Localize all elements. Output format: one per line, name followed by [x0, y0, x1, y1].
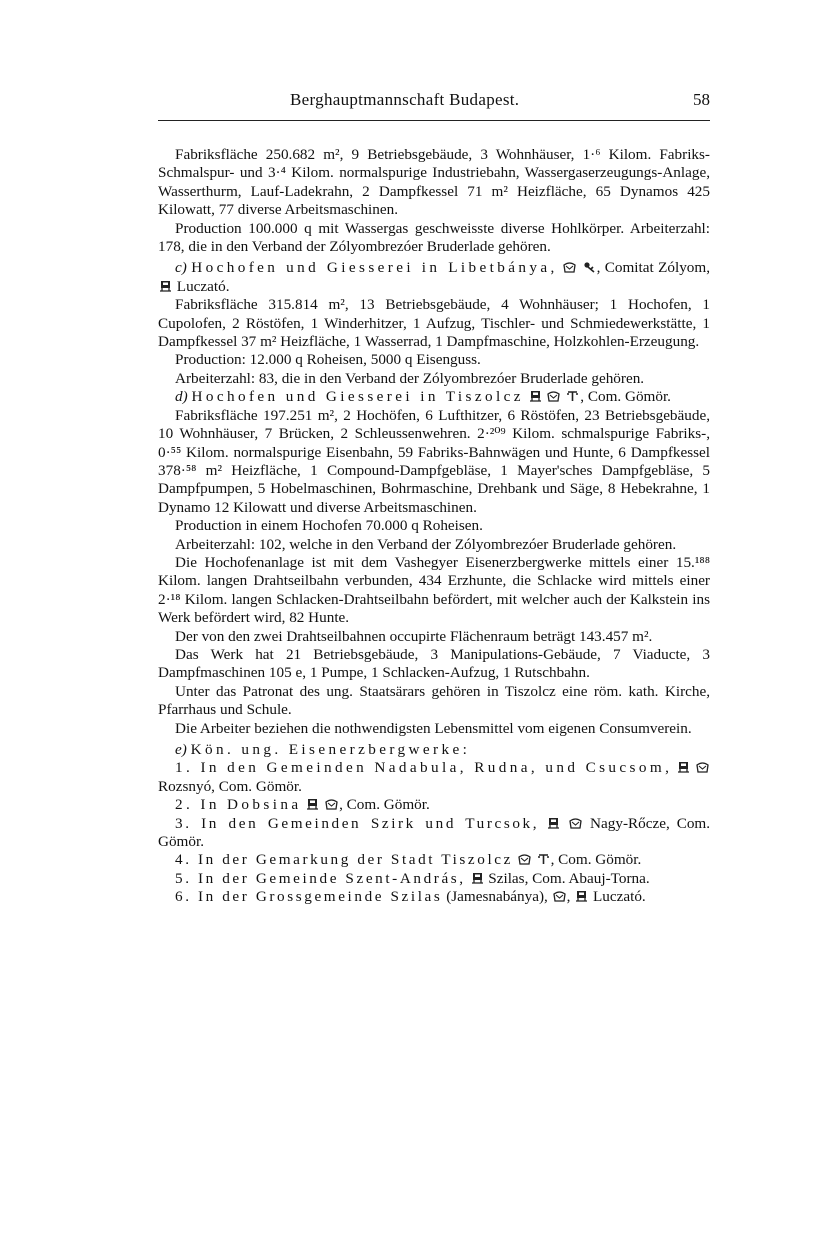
- railway-station-icon: [471, 872, 484, 884]
- paragraph: Die Arbeiter beziehen die nothwendigsten Lebensmittel vom eigenen Consumverein.: [175, 719, 692, 737]
- post-office-icon: [563, 261, 576, 273]
- section-c-heading: c) Hochofen und Giesserei in Libetbánya, , Comitat Zólyom, Luczató.: [158, 259, 710, 296]
- list-item-rest: Nagy-Rőcze, Com. Gömör.: [158, 814, 711, 851]
- paragraph: Fabriksfläche 315.814 m², 13 Betriebsgebäude, 4 Wohnhäuser; 1 Hochofen, 1 Cupolofen, 2 Röstöfen, 1 Winderhitzer, 1 Aufzug, Tischler- und Schmiedewerkstätte, 1 Dampfkessel 37 m² Heizfläche, 1 Wasserrad, 1 Dampfmaschine, Holzkohlen-Erzeugung.: [158, 296, 710, 351]
- post-office-icon: [553, 890, 566, 902]
- section-title: Hochofen und Giesserei in Tiszolcz: [191, 388, 524, 406]
- post-office-icon: [569, 817, 582, 829]
- list-item-place: Luczató.: [593, 888, 646, 906]
- section-e-heading: [158, 741, 710, 759]
- paragraph: Das Werk hat 21 Betriebsgebäude, 3 Manipulations-Gebäude, 7 Viaducte, 3 Dampfmaschinen 105 e, 1 Pumpe, 1 Schlacken-Aufzug, 1 Rutschbahn.: [158, 645, 710, 682]
- list-item-location: 4. In der Gemarkung der Stadt Tiszolcz: [175, 851, 513, 869]
- list-item: [158, 815, 710, 852]
- section-location: Com. Gömör.: [587, 388, 671, 406]
- section-label: c): [175, 259, 187, 277]
- list-item-location: 5. In der Gemeinde Szent-András,: [175, 869, 466, 887]
- list-item: [158, 870, 710, 888]
- railway-station-icon: [575, 890, 588, 902]
- section-label: d): [175, 388, 188, 406]
- railway-station-icon: [529, 390, 542, 402]
- post-office-icon: [518, 853, 531, 865]
- post-office-icon: [547, 390, 560, 402]
- list-item: [158, 796, 710, 814]
- post-office-icon: [325, 798, 338, 810]
- section-title: Hochofen und Giesserei in Libetbánya,: [191, 259, 558, 277]
- paragraph: Production 100.000 q mit Wassergas geschweisste diverse Hohlkörper. Arbeiterzahl: 178, die in den Verband der Zólyombrezóer Bruderlade gehören.: [158, 219, 710, 256]
- body-text: [158, 146, 710, 907]
- list-item: [158, 759, 710, 796]
- list-item: 6. In der Grossgemeinde Szilas (Jamesnabánya), , Luczató.: [175, 888, 646, 906]
- telephone-icon: [537, 853, 550, 865]
- railway-station-icon: [159, 280, 172, 292]
- list-item-rest: , Com. Gömör.: [339, 796, 430, 814]
- railway-station-icon: [677, 761, 690, 773]
- paragraph: Arbeiterzahl: 102, welche in den Verband der Zólyombrezóer Bruderlade gehören.: [175, 535, 677, 553]
- paragraph: Production in einem Hochofen 70.000 q Roheisen.: [175, 517, 483, 535]
- paragraph: Die Hochofenanlage ist mit dem Vashegyer Eisenerzbergwerke mittels einer 15.¹⁸⁸ Kilom. langen Drahtseilbahn verbunden, 434 Erzhunte, die Schlacke wird mittels einer 2·¹⁸ Kilom. langen Schlacken-Drahtseilbahn befördert, mit welcher auch der Kalkstein ins Werk befördert wird, 82 Hunte.: [158, 553, 710, 627]
- list-item-location: 2. In Dobsina: [175, 796, 302, 814]
- section-d-heading: d) Hochofen und Giesserei in Tiszolcz , Com. Gömör.: [175, 388, 671, 406]
- section-title: Kön. ung. Eisenerzbergwerke:: [190, 741, 471, 758]
- section-place: Luczató.: [176, 277, 230, 295]
- list-item: [158, 851, 710, 869]
- list-item-rest: Rozsnyó, Com. Gömör.: [158, 777, 302, 795]
- paragraph: Fabriksfläche 197.251 m², 2 Hochöfen, 6 Lufthitzer, 6 Röstöfen, 23 Betriebsgebäude, 10 Wohnhäuser, 7 Brücken, 2 Schleussenwehren. 2·²⁰⁹ Kilom. schmalspurige Fabriks-, 0·⁵⁵ Kilom. normalspurige Eisenbahn, 59 Fabriks-Bahnwägen und Hunte, 6 Dampfkessel 378·⁵⁸ m² Heizfläche, 1 Compound-Dampfgebläse, 1 Mayer'sches Dampfgebläse, 5 Dampfpumpen, 5 Hobelmaschinen, Bohrmaschine, Drehbank und Säge, 8 Hebekrahne, 1 Dynamo 12 Kilowatt und diverse Arbeitsmaschinen.: [158, 406, 710, 516]
- list-item-location: 1. In den Gemeinden Nadabula, Rudna, und Csucsom,: [175, 759, 673, 777]
- list-item-location: 6. In der Grossgemeinde Szilas: [175, 888, 443, 906]
- list-item-location: 3. In den Gemeinden Szirk und Turcsok,: [175, 814, 540, 832]
- paragraph: Production: 12.000 q Roheisen, 5000 q Eisenguss.: [175, 351, 481, 369]
- section-label: e): [175, 741, 187, 758]
- list-item-rest: , Com. Gömör.: [550, 851, 642, 869]
- telephone-icon: [566, 390, 579, 402]
- post-office-icon: [696, 761, 709, 773]
- paragraph: Fabriksfläche 250.682 m², 9 Betriebsgebäude, 3 Wohnhäuser, 1·⁶ Kilom. Fabriks-Schmalspur- und 3·⁴ Kilom. normalspurige Industriebahn, Wassergaserzeugungs-Anlage, Wasserthurm, Lauf-Ladekrahn, 2 Dampfkessel 71 m² Heizfläche, 65 Dynamos 425 Kilowatt, 77 diverse Arbeitsmaschinen.: [158, 146, 710, 219]
- header-title: Berghauptmannschaft Budapest.: [290, 90, 520, 109]
- section-location: Comitat Zólyom,: [604, 259, 710, 277]
- paragraph: Der von den zwei Drahtseilbahnen occupirte Flächenraum beträgt 143.457 m².: [175, 627, 653, 645]
- telegraph-icon: [583, 261, 596, 273]
- running-header: [158, 90, 710, 116]
- paragraph: Arbeiterzahl: 83, die in den Verband der Zólyombrezóer Bruderlade gehören.: [175, 369, 645, 387]
- list-item-rest: Szilas, Com. Abauj-Torna.: [488, 869, 650, 887]
- page-number: 58: [693, 90, 710, 109]
- railway-station-icon: [306, 798, 319, 810]
- paragraph: Unter das Patronat des ung. Staatsärars gehören in Tiszolcz eine röm. kath. Kirche, Pfarrhaus und Schule.: [158, 682, 710, 719]
- list-item-rest: (Jamesnabánya),: [446, 888, 548, 906]
- railway-station-icon: [547, 817, 560, 829]
- header-rule: [158, 120, 710, 121]
